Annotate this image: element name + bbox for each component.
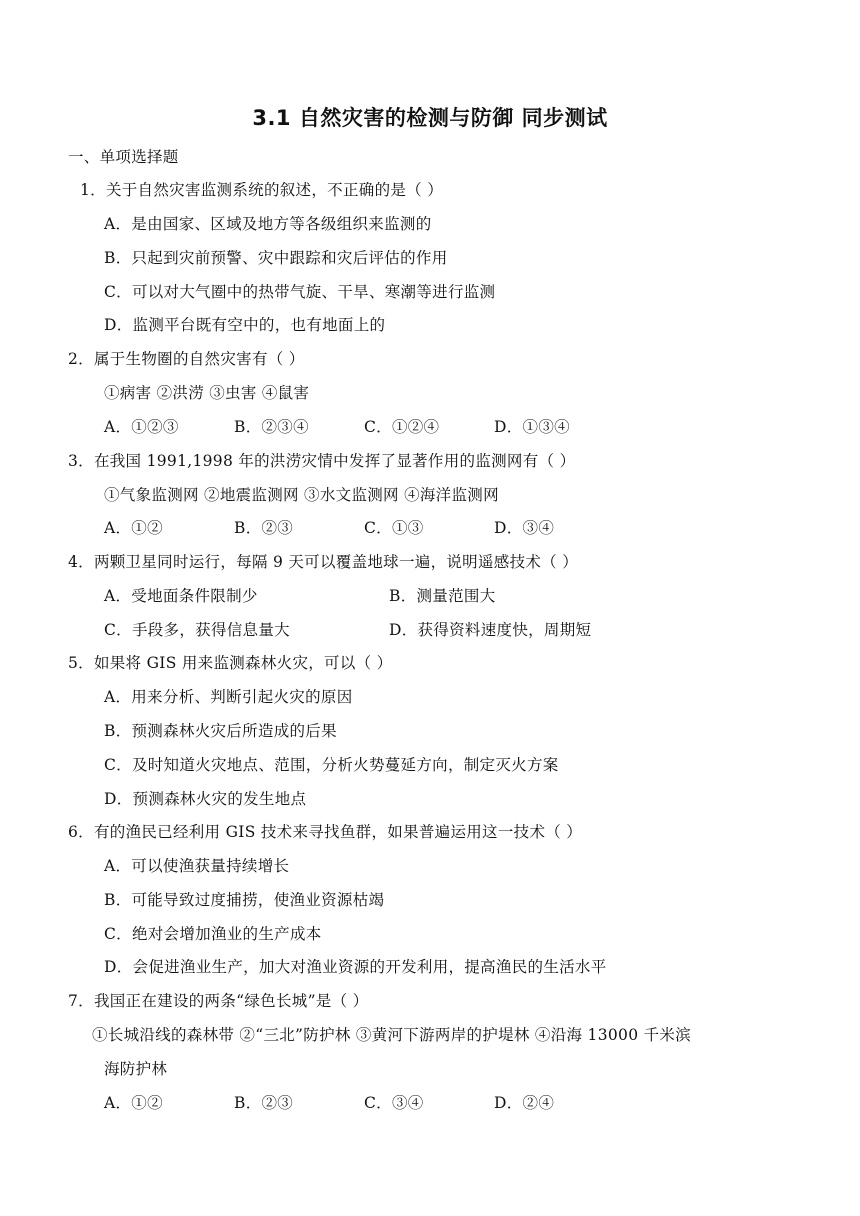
question-5-option-c: C．及时知道火灾地点、范围，分析火势蔓延方向，制定灭火方案 <box>104 756 559 774</box>
question-1-stem: 1．关于自然灾害监测系统的叙述，不正确的是（ ） <box>80 181 443 199</box>
section-heading: 一、单项选择题 <box>68 148 179 166</box>
question-3-option-c: C．①③ <box>364 519 424 537</box>
question-4-option-c: C．手段多，获得信息量大 <box>104 621 290 639</box>
question-7-option-b: B．②③ <box>234 1094 294 1112</box>
question-6-option-c: C．绝对会增加渔业的生产成本 <box>104 925 322 943</box>
question-2-option-b: B．②③④ <box>234 418 309 436</box>
question-2-stem: 2．属于生物圈的自然灾害有（ ） <box>68 350 305 368</box>
question-7-option-c: C．③④ <box>364 1094 424 1112</box>
question-2-option-d: D．①③④ <box>494 418 570 436</box>
question-3-stem: 3．在我国 1991,1998 年的洪涝灾情中发挥了显著作用的监测网有（ ） <box>68 452 576 470</box>
page-title: 3.1 自然灾害的检测与防御 同步测试 <box>252 106 608 130</box>
question-3-option-a: A．①② <box>104 519 163 537</box>
question-2-option-c: C．①②④ <box>364 418 440 436</box>
question-6-option-d: D．会促进渔业生产，加大对渔业资源的开发利用，提高渔民的生活水平 <box>104 958 607 976</box>
question-7-stem: 7．我国正在建设的两条“绿色长城”是（ ） <box>68 992 369 1010</box>
question-4-option-d: D．获得资料速度快，周期短 <box>389 621 592 639</box>
question-2-option-a: A．①②③ <box>104 418 179 436</box>
question-5-option-a: A．用来分析、判断引起火灾的原因 <box>104 688 353 706</box>
question-3-option-d: D．③④ <box>494 519 555 537</box>
question-1-option-c: C．可以对大气圈中的热带气旋、干旱、寒潮等进行监测 <box>104 283 496 301</box>
question-1-option-b: B．只起到灾前预警、灾中跟踪和灾后评估的作用 <box>104 249 448 267</box>
question-6-stem: 6．有的渔民已经利用 GIS 技术来寻找鱼群，如果普遍运用这一技术（ ） <box>68 823 583 841</box>
question-4-stem: 4．两颗卫星同时运行，每隔 9 天可以覆盖地球一遍，说明遥感技术（ ） <box>68 553 579 571</box>
question-3-items: ①气象监测网 ②地震监测网 ③水文监测网 ④海洋监测网 <box>104 486 499 504</box>
question-1-option-a: A．是由国家、区域及地方等各级组织来监测的 <box>104 215 432 233</box>
question-7-items: ①长城沿线的森林带 ②“三北”防护林 ③黄河下游两岸的护堤林 ④沿海 13000 千米滨 <box>92 1026 691 1044</box>
question-7-option-a: A．①② <box>104 1094 163 1112</box>
question-5-stem: 5．如果将 GIS 用来监测森林火灾，可以（ ） <box>68 654 393 672</box>
question-6-option-b: B．可能导致过度捕捞，使渔业资源枯竭 <box>104 891 385 909</box>
question-7-items-continued: 海防护林 <box>104 1060 168 1078</box>
question-3-option-b: B．②③ <box>234 519 294 537</box>
question-2-items: ①病害 ②洪涝 ③虫害 ④鼠害 <box>104 384 310 402</box>
question-5-option-b: B．预测森林火灾后所造成的后果 <box>104 722 337 740</box>
question-1-option-d: D．监测平台既有空中的，也有地面上的 <box>104 316 386 334</box>
question-4-option-a: A．受地面条件限制少 <box>104 587 258 605</box>
question-6-option-a: A．可以使渔获量持续增长 <box>104 857 290 875</box>
question-5-option-d: D．预测森林火灾的发生地点 <box>104 790 307 808</box>
question-7-option-d: D．②④ <box>494 1094 555 1112</box>
question-4-option-b: B．测量范围大 <box>389 587 496 605</box>
